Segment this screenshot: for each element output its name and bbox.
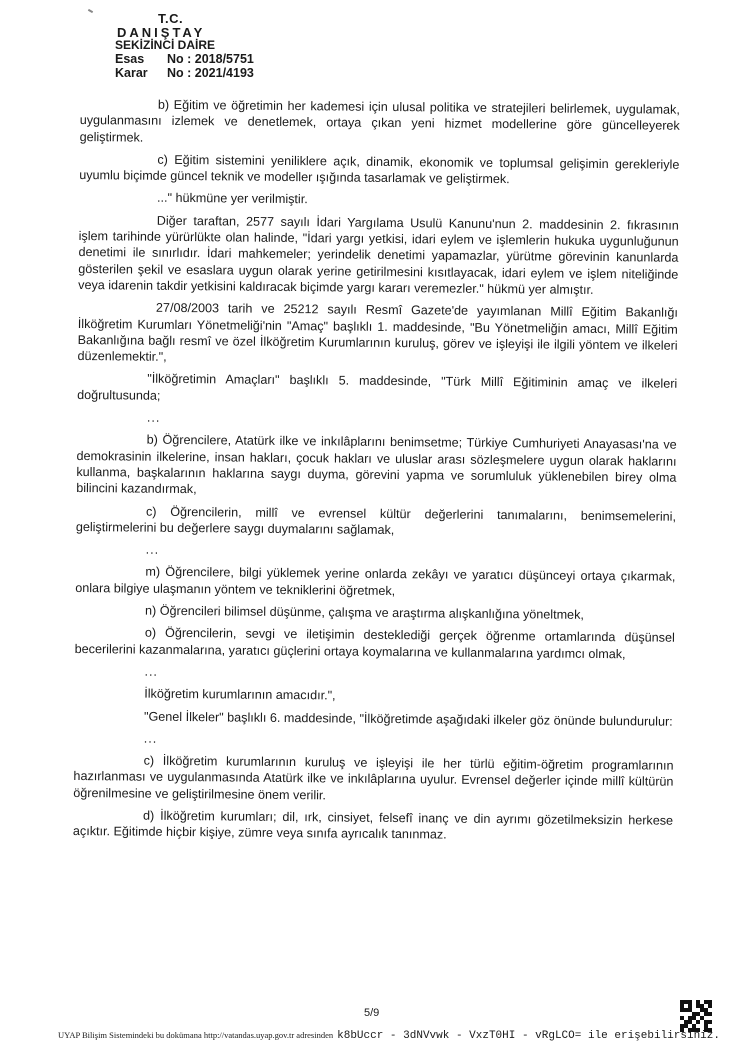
paragraph: 27/08/2003 tarih ve 25212 sayılı Resmî Gazete'de yayımlanan Millî Eğitim Bakanlığı İlköğretim Kurumları Yönetmeliği'nin "Amaç" başlıklı 1. maddesinde, "Bu Yönetmeliğin amacı, Millî Eğitim Bakanlığına bağlı resmî ve özel İlköğretim Kurumlarının kuruluş, görev ve işleyişi ile ilgili yöntem ve ilkeleri düzenlemektir.", [77,301,679,364]
paragraph: m) Öğrencilere, bilgi yüklemek yerine onlarda zekâyı ve yaratıcı düşünceyi ortaya çıkarmak, onlara bilgiye ulaşmanın yöntem ve tekniklerini öğretmek, [75,565,676,598]
footer [58,1030,720,1042]
footer-text: UYAP Bilişim Sistemindeki bu dokümana http://vatandas.uyap.gov.tr adresinden [58,1030,334,1040]
paragraph: o) Öğrencilerin, sevgi ve iletişimin desteklediği gerçek öğrenme ortamlarında düşünsel becerilerini kazanmalarına, yaratıcı güçlerini ortaya koymalarına ve kullanmalarına yardımcı olmak, [74,625,675,661]
paragraph: d) İlköğretim kurumları; dil, ırk, cinsiyet, felsefî inanç ve din ayrımı gözetilmeksizin herkese açıktır. Eğitimde hiçbir kişiye, zümre veya sınıfa ayrıcalık tanınmaz. [72,808,674,842]
document-body [73,96,680,851]
paragraph: c) İlköğretim kurumlarının kuruluş ve işleyişi ile her türlü eğitim-öğretim programlarının hazırlanması ve uygulanmasında Atatürk ilke ve inkılâplarına uyulur. Evrensel değerler içinde millî kültürün öğrenilmesine ve geliştirilmesine önem verilir. [73,753,674,803]
page-number: 5/9 [364,1007,380,1019]
esas-label: Esas [115,51,145,66]
verification-code: k8bUccr - 3dNVvwk - VxzT0HI - vRgLCO= ile erişebilirsiniz. [337,1030,720,1042]
paragraph: c) Öğrencilerin, millî ve evrensel kültür değerlerini tanımalarını, benimsemelerini, geliştirmelerini bu değerlere saygı duymalarını sağlamak, [75,504,677,537]
paragraph: "Genel İlkeler" başlıklı 6. maddesinde, "İlköğretimde aşağıdaki ilkeler göz önünde bulundurulur: [143,709,673,729]
paragraph: b) Öğrencilere, Atatürk ilke ve inkılâplarını benimsetme; Türkiye Cumhuriyeti Anayasası'na ve demokrasinin ilkelerine, insan hakları, çocuk hakları ve uluslar arası sözleşmelere uygun olarak haklarını kullanma, başkalarının haklarına saygı duyma, görevini yapma ve sorumluluk yüklenebilen birey olma bilincini kazandırmak, [76,433,677,497]
header-department: SEKİZİNCİ DAİRE [115,38,216,53]
paragraph: n) Öğrencileri bilimsel düşünme, çalışma ve araştırma alışkanlığına yöneltmek, [144,603,584,622]
paragraph: "İlköğretimin Amaçları" başlıklı 5. maddesinde, "Türk Millî Eğitiminin amaç ve ilkeleri doğrultusunda; [77,372,678,403]
qr-code-icon [680,1000,712,1032]
esas-row [115,53,254,66]
header-court: DANIŞTAY [117,24,206,40]
esas-value: No : 2018/5751 [167,51,254,66]
ellipsis-line: ... [146,410,161,425]
paragraph: c) Eğitim sistemini yeniliklere açık, dinamik, ekonomik ve toplumsal gelişimin gerekleriyle uyumlu biçimde güncel teknik ve modeller ışığında tasarlamak ve geliştirmek. [79,152,680,187]
karar-label: Karar [115,66,148,80]
paragraph: Diğer taraftan, 2577 sayılı İdari Yargılama Usulü Kanunu'nun 2. maddesinin 2. fıkrasının işlem tarihinde yürürlükte olan halinde, "İdari yargı yetkisi, idari eylem ve işlemlerin hukuka uygunluğunun denetimi ile sınırlıdır. İdari mahkemeler; yerindelik denetimi yapamazlar, yürütme görevinin kanunlarda gösterilen şekil ve esaslara uygun olarak yerine getirilmesini kısıtlayacak, idari eylem ve işlem niteliğinde veya idarenin takdir yetkisini kaldıracak biçimde yargı kararı veremezler." hükmü yer almıştır. [78,213,679,297]
ellipsis-line: ... [145,542,160,557]
document-header [115,12,254,80]
paragraph: b) Eğitim ve öğretimin her kademesi için ulusal politika ve stratejileri belirlemek, uygulamak, uygulanmasını izlemek ve denetlemek, ortaya çıkan yeni hizmet modellerine göre güncelleyerek geliştirmek. [79,97,680,145]
ellipsis-line: ... [143,731,158,746]
karar-row [115,67,254,80]
scan-speck [88,9,93,13]
header-tc: T.C. [158,11,184,26]
paragraph: ..." hükmüne yer verilmiştir. [156,191,308,207]
ellipsis-line: ... [144,664,159,679]
karar-value: No : 2021/4193 [167,66,254,80]
paragraph: İlköğretim kurumlarının amacıdır.", [144,686,336,703]
